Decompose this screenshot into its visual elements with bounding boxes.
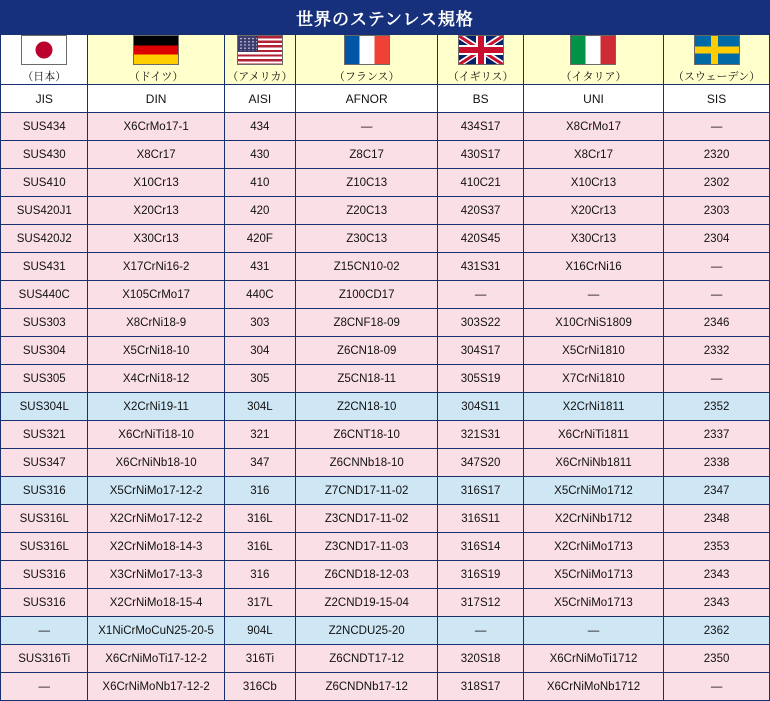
table-cell-afnor: Z7CND17-11-02 [295,477,437,505]
table-cell-bs: 316S14 [438,533,523,561]
table-cell-afnor: Z6CNDT17-12 [295,645,437,673]
table-cell-afnor: Z8C17 [295,141,437,169]
table-row [1,617,770,645]
table-cell-bs: — [438,617,523,645]
column-header-bs: BS [438,85,523,113]
table-row [1,253,770,281]
table-cell-aisi: 420 [224,197,295,225]
flag-italy-icon [570,35,616,65]
table-cell-sis: 2343 [664,561,770,589]
country-cell-italy [523,35,663,85]
table-row [1,113,770,141]
page-title-text: 世界のステンレス規格 [296,9,474,29]
table-cell-sis: — [664,281,770,309]
table-row [1,673,770,701]
table-cell-aisi: 317L [224,589,295,617]
table-row [1,477,770,505]
table-row [1,309,770,337]
table-row [1,365,770,393]
table-cell-uni: X8CrMo17 [523,113,663,141]
table-cell-sis: 2303 [664,197,770,225]
table-cell-din: X8Cr17 [88,141,224,169]
table-cell-aisi: 316L [224,505,295,533]
table-cell-uni: X5CrNiMo1713 [523,589,663,617]
table-cell-jis: SUS440C [1,281,88,309]
table-cell-din: X5CrNiMo17-12-2 [88,477,224,505]
flag-header-row [1,35,770,85]
standards-table [0,34,770,701]
table-cell-jis: SUS420J2 [1,225,88,253]
table-cell-afnor: Z100CD17 [295,281,437,309]
page-title [0,0,770,34]
table-cell-aisi: 440C [224,281,295,309]
table-cell-aisi: 316L [224,533,295,561]
table-cell-afnor: Z20C13 [295,197,437,225]
table-cell-uni: X2CrNiNb1712 [523,505,663,533]
table-cell-sis: — [664,673,770,701]
table-cell-uni: — [523,617,663,645]
table-cell-aisi: 316Cb [224,673,295,701]
table-cell-aisi: 316Ti [224,645,295,673]
country-name-france: （フランス） [333,71,400,83]
table-cell-uni: X10Cr13 [523,169,663,197]
table-cell-din: X6CrNiMoNb17-12-2 [88,673,224,701]
table-row [1,197,770,225]
table-cell-uni: X6CrNiMoTi1712 [523,645,663,673]
country-cell-germany [88,35,224,85]
table-cell-bs: 410C21 [438,169,523,197]
table-cell-jis: SUS304L [1,393,88,421]
country-name-italy: （イタリア） [560,71,627,83]
table-cell-jis: SUS431 [1,253,88,281]
table-cell-afnor: Z15CN10-02 [295,253,437,281]
table-row [1,225,770,253]
table-cell-afnor: Z8CNF18-09 [295,309,437,337]
column-header-uni: UNI [523,85,663,113]
table-row [1,505,770,533]
country-name-sweden: （スウェーデン） [672,71,761,83]
table-cell-sis: 2343 [664,589,770,617]
table-cell-afnor: Z6CNT18-10 [295,421,437,449]
table-cell-afnor: — [295,113,437,141]
table-cell-afnor: Z6CN18-09 [295,337,437,365]
table-cell-bs: 316S19 [438,561,523,589]
table-cell-din: X8CrNi18-9 [88,309,224,337]
table-cell-aisi: 434 [224,113,295,141]
table-cell-sis: 2352 [664,393,770,421]
table-cell-afnor: Z2CN18-10 [295,393,437,421]
flag-uk-icon [458,35,504,65]
table-cell-bs: 420S37 [438,197,523,225]
table-cell-uni: X30Cr13 [523,225,663,253]
table-cell-bs: 430S17 [438,141,523,169]
table-cell-afnor: Z3CND17-11-02 [295,505,437,533]
table-row [1,281,770,309]
table-cell-din: X6CrMo17-1 [88,113,224,141]
table-cell-jis: SUS420J1 [1,197,88,225]
country-cell-japan [1,35,88,85]
country-cell-usa [224,35,295,85]
table-cell-bs: 431S31 [438,253,523,281]
table-cell-afnor: Z10C13 [295,169,437,197]
table-cell-din: X3CrNiMo17-13-3 [88,561,224,589]
standard-header-row [1,85,770,113]
table-cell-sis: 2346 [664,309,770,337]
table-cell-afnor: Z6CNDNb17-12 [295,673,437,701]
table-cell-jis: SUS304 [1,337,88,365]
table-cell-bs: 321S31 [438,421,523,449]
table-cell-aisi: 304L [224,393,295,421]
table-cell-aisi: 305 [224,365,295,393]
flag-germany-icon [133,35,179,65]
table-row [1,561,770,589]
table-cell-sis: — [664,365,770,393]
country-cell-france [295,35,437,85]
table-cell-jis: — [1,617,88,645]
table-cell-bs: 305S19 [438,365,523,393]
table-cell-afnor: Z30C13 [295,225,437,253]
table-cell-aisi: 304 [224,337,295,365]
table-row [1,533,770,561]
table-cell-din: X6CrNiNb18-10 [88,449,224,477]
column-header-aisi: AISI [224,85,295,113]
table-cell-sis: 2362 [664,617,770,645]
table-cell-uni: X5CrNiMo1713 [523,561,663,589]
table-cell-din: X5CrNi18-10 [88,337,224,365]
table-cell-bs: 316S17 [438,477,523,505]
table-cell-jis: SUS434 [1,113,88,141]
table-cell-uni: X6CrNiNb1811 [523,449,663,477]
table-cell-sis: 2304 [664,225,770,253]
flag-usa-icon [237,35,283,65]
table-cell-din: X10Cr13 [88,169,224,197]
country-name-germany: （ドイツ） [128,71,184,83]
country-cell-uk [438,35,523,85]
table-row [1,645,770,673]
table-cell-bs: — [438,281,523,309]
table-cell-aisi: 316 [224,561,295,589]
table-cell-sis: 2320 [664,141,770,169]
table-cell-sis: 2347 [664,477,770,505]
table-cell-bs: 347S20 [438,449,523,477]
table-cell-aisi: 316 [224,477,295,505]
table-cell-din: X20Cr13 [88,197,224,225]
table-cell-jis: SUS316 [1,589,88,617]
table-cell-bs: 320S18 [438,645,523,673]
table-row [1,449,770,477]
table-cell-jis: SUS316L [1,505,88,533]
table-row [1,169,770,197]
flag-japan-icon [21,35,67,65]
table-cell-uni: X16CrNi16 [523,253,663,281]
column-header-sis: SIS [664,85,770,113]
table-cell-din: X17CrNi16-2 [88,253,224,281]
table-cell-jis: SUS316 [1,561,88,589]
table-cell-din: X2CrNiMo17-12-2 [88,505,224,533]
table-cell-din: X2CrNiMo18-15-4 [88,589,224,617]
table-cell-afnor: Z5CN18-11 [295,365,437,393]
table-cell-uni: X5CrNi1810 [523,337,663,365]
table-row [1,141,770,169]
table-cell-uni: X2CrNi1811 [523,393,663,421]
table-cell-aisi: 420F [224,225,295,253]
table-cell-sis: — [664,113,770,141]
table-cell-sis: 2338 [664,449,770,477]
table-row [1,589,770,617]
standards-table-body [1,113,770,701]
table-cell-sis: 2332 [664,337,770,365]
table-cell-jis: SUS316 [1,477,88,505]
table-cell-aisi: 410 [224,169,295,197]
table-cell-sis: 2302 [664,169,770,197]
table-row [1,337,770,365]
table-cell-uni: X20Cr13 [523,197,663,225]
table-cell-aisi: 347 [224,449,295,477]
flag-sweden-icon [694,35,740,65]
table-cell-jis: SUS303 [1,309,88,337]
country-name-usa: （アメリカ） [227,71,293,83]
table-cell-uni: — [523,281,663,309]
table-cell-aisi: 321 [224,421,295,449]
table-cell-sis: 2348 [664,505,770,533]
table-cell-aisi: 431 [224,253,295,281]
table-cell-aisi: 303 [224,309,295,337]
table-cell-afnor: Z6CNNb18-10 [295,449,437,477]
table-cell-din: X105CrMo17 [88,281,224,309]
column-header-din: DIN [88,85,224,113]
table-cell-bs: 434S17 [438,113,523,141]
table-cell-aisi: 430 [224,141,295,169]
table-cell-jis: SUS321 [1,421,88,449]
table-cell-afnor: Z2NCDU25-20 [295,617,437,645]
table-row [1,421,770,449]
table-cell-bs: 304S11 [438,393,523,421]
table-cell-uni: X6CrNiTi1811 [523,421,663,449]
table-cell-din: X6CrNiMoTi17-12-2 [88,645,224,673]
table-cell-bs: 304S17 [438,337,523,365]
table-cell-din: X2CrNi19-11 [88,393,224,421]
country-name-uk: （イギリス） [447,71,514,83]
table-cell-uni: X5CrNiMo1712 [523,477,663,505]
table-cell-jis: SUS347 [1,449,88,477]
table-cell-uni: X2CrNiMo1713 [523,533,663,561]
table-cell-jis: SUS316L [1,533,88,561]
table-cell-uni: X6CrNiMoNb1712 [523,673,663,701]
table-cell-bs: 318S17 [438,673,523,701]
table-cell-jis: — [1,673,88,701]
table-cell-uni: X10CrNiS1809 [523,309,663,337]
table-cell-sis: 2350 [664,645,770,673]
table-cell-aisi: 904L [224,617,295,645]
table-cell-bs: 420S45 [438,225,523,253]
table-cell-bs: 316S11 [438,505,523,533]
table-cell-bs: 303S22 [438,309,523,337]
table-cell-din: X1NiCrMoCuN25-20-5 [88,617,224,645]
table-cell-afnor: Z2CND19-15-04 [295,589,437,617]
country-name-japan: （日本） [22,71,67,83]
table-cell-bs: 317S12 [438,589,523,617]
table-cell-din: X6CrNiTi18-10 [88,421,224,449]
table-cell-din: X4CrNi18-12 [88,365,224,393]
table-cell-uni: X8Cr17 [523,141,663,169]
table-cell-sis: 2337 [664,421,770,449]
flag-france-icon [344,35,390,65]
table-cell-din: X30Cr13 [88,225,224,253]
table-cell-din: X2CrNiMo18-14-3 [88,533,224,561]
table-cell-jis: SUS410 [1,169,88,197]
table-cell-jis: SUS316Ti [1,645,88,673]
country-cell-sweden [664,35,770,85]
table-cell-jis: SUS305 [1,365,88,393]
table-cell-sis: 2353 [664,533,770,561]
table-cell-jis: SUS430 [1,141,88,169]
table-cell-afnor: Z6CND18-12-03 [295,561,437,589]
table-cell-sis: — [664,253,770,281]
column-header-jis: JIS [1,85,88,113]
table-row [1,393,770,421]
table-cell-uni: X7CrNi1810 [523,365,663,393]
column-header-afnor: AFNOR [295,85,437,113]
table-cell-afnor: Z3CND17-11-03 [295,533,437,561]
